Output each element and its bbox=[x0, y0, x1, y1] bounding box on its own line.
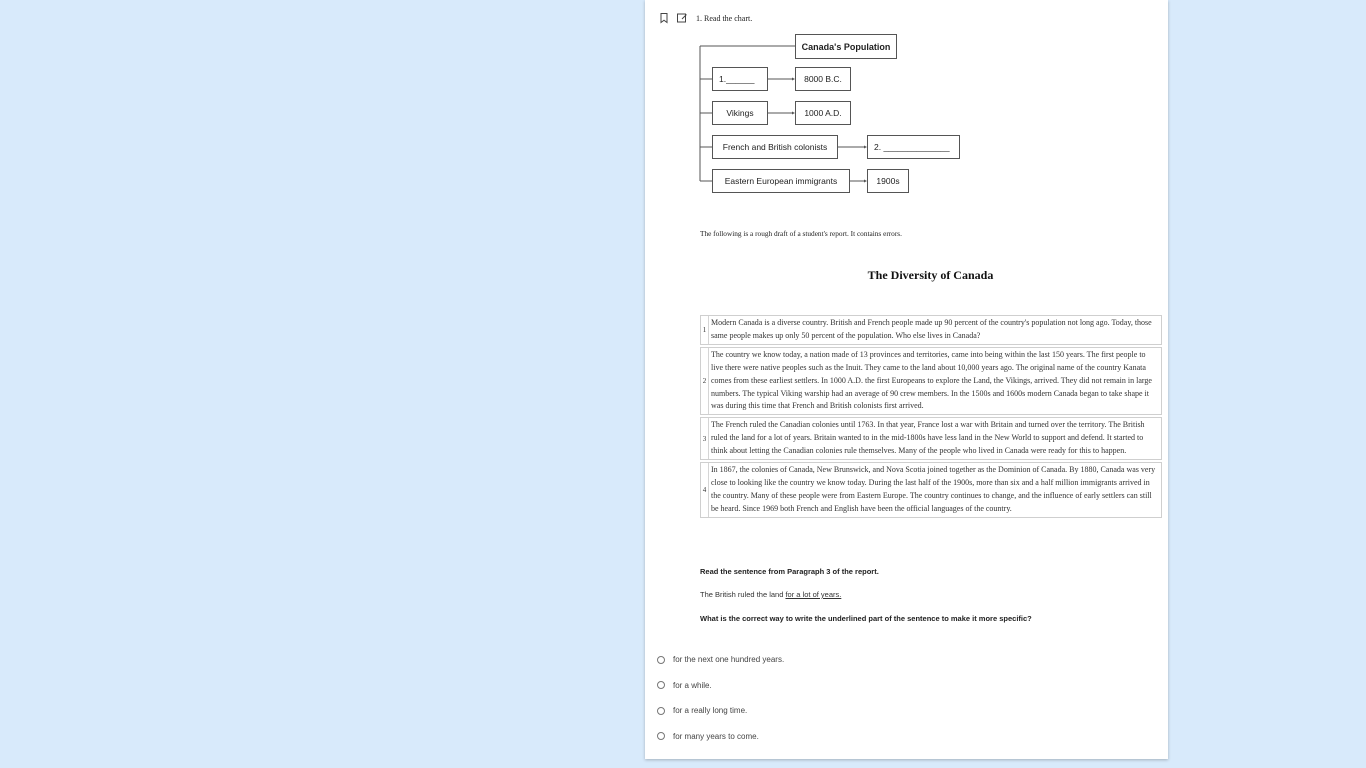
radio-button[interactable] bbox=[657, 656, 665, 664]
paragraph-text: The country we know today, a nation made of 13 provinces and territories, came into being within the last 150 years. The first people to live there were native peoples such as the Inuit. They came to the land about 10,000 years ago. The original name of the country Kanata comes from these earliest settlers. In 1000 A.D. the first Europeans to explore the Land, the Vikings, arrived. They did not remain in large numbers. The typical Viking warship had an average of 90 crew members. In the 1500s and 1600s modern Canada began to take shape it was during this time that French and British colonists first arrived. bbox=[711, 349, 1152, 411]
prompt-read-sentence: Read the sentence from Paragraph 3 of the report. bbox=[700, 567, 879, 576]
choice-label: for many years to come. bbox=[673, 731, 759, 741]
question-page bbox=[645, 0, 1168, 759]
paragraph-number: 1 bbox=[701, 316, 709, 344]
underlined-phrase: for a lot of years. bbox=[785, 590, 842, 599]
chart-date-box-4: 1900s bbox=[867, 169, 909, 193]
chart-group-box-1: 1.______ bbox=[712, 67, 768, 91]
paragraph-number: 2 bbox=[701, 348, 709, 415]
answer-choices bbox=[657, 653, 784, 755]
population-chart bbox=[700, 33, 970, 198]
answer-choice-d[interactable] bbox=[657, 730, 784, 743]
report-paragraphs bbox=[700, 315, 1162, 520]
radio-button[interactable] bbox=[657, 681, 665, 689]
note-icon[interactable] bbox=[676, 12, 688, 24]
paragraph-number: 3 bbox=[701, 418, 709, 459]
chart-group-box-4: Eastern European immigrants bbox=[712, 169, 850, 193]
sentence-text: The British ruled the land bbox=[700, 590, 786, 599]
quoted-sentence bbox=[700, 590, 841, 599]
paragraph-4 bbox=[700, 462, 1162, 518]
radio-button[interactable] bbox=[657, 732, 665, 740]
choice-label: for a while. bbox=[673, 680, 712, 690]
chart-date-box-1: 8000 B.C. bbox=[795, 67, 851, 91]
answer-choice-b[interactable] bbox=[657, 679, 784, 692]
report-title: The Diversity of Canada bbox=[867, 268, 994, 282]
paragraph-1 bbox=[700, 315, 1162, 345]
question-label: 1. Read the chart. bbox=[696, 13, 753, 23]
chart-group-box-2: Vikings bbox=[712, 101, 768, 125]
paragraph-number: 4 bbox=[701, 463, 709, 517]
choice-label: for a really long time. bbox=[673, 706, 748, 715]
answer-choice-a[interactable] bbox=[657, 653, 784, 666]
paragraph-text: Modern Canada is a diverse country. British and French people made up 90 percent of the country's population not long ago. Today, those same people makes up only 50 percent of the population. Who else lives in Canada? bbox=[711, 318, 1152, 340]
choice-label: for the next one hundred years. bbox=[673, 655, 785, 664]
report-intro: The following is a rough draft of a student's report. It contains errors. bbox=[700, 229, 902, 238]
answer-choice-c[interactable] bbox=[657, 704, 784, 717]
radio-button[interactable] bbox=[657, 707, 665, 715]
chart-title-box: Canada's Population bbox=[795, 34, 897, 59]
paragraph-text: In 1867, the colonies of Canada, New Brunswick, and Nova Scotia joined together as the Dominion of Canada. By 1880, Canada was very close to looking like the country we know today. During the last half of the 1900s, more than six and a half million immigrants arrived in the country. Many of these people were from Eastern Europe. The country continues to change, and the influence of early settlers can still be heard. Since 1969 both French and English have been the official languages of the country. bbox=[711, 465, 1156, 513]
paragraph-3 bbox=[700, 417, 1162, 460]
chart-date-box-2: 1000 A.D. bbox=[795, 101, 851, 125]
paragraph-2 bbox=[700, 347, 1162, 416]
question-prompt: What is the correct way to write the underlined part of the sentence to make it more specific? bbox=[700, 614, 1032, 623]
bookmark-icon[interactable] bbox=[658, 12, 670, 24]
chart-date-box-3: 2. ______________ bbox=[867, 135, 960, 159]
question-toolbar bbox=[658, 12, 752, 24]
chart-group-box-3: French and British colonists bbox=[712, 135, 838, 159]
paragraph-text: The French ruled the Canadian colonies until 1763. In that year, France lost a war with Britain and turned over the territory. The British ruled the land for a lot of years. Britain wanted to in the mid-1800s have less land in the New World to support and defend. It started to think about letting the Canadian colonies rule themselves. Many of the people who lived in Canada were ready for this to happen. bbox=[711, 420, 1145, 456]
